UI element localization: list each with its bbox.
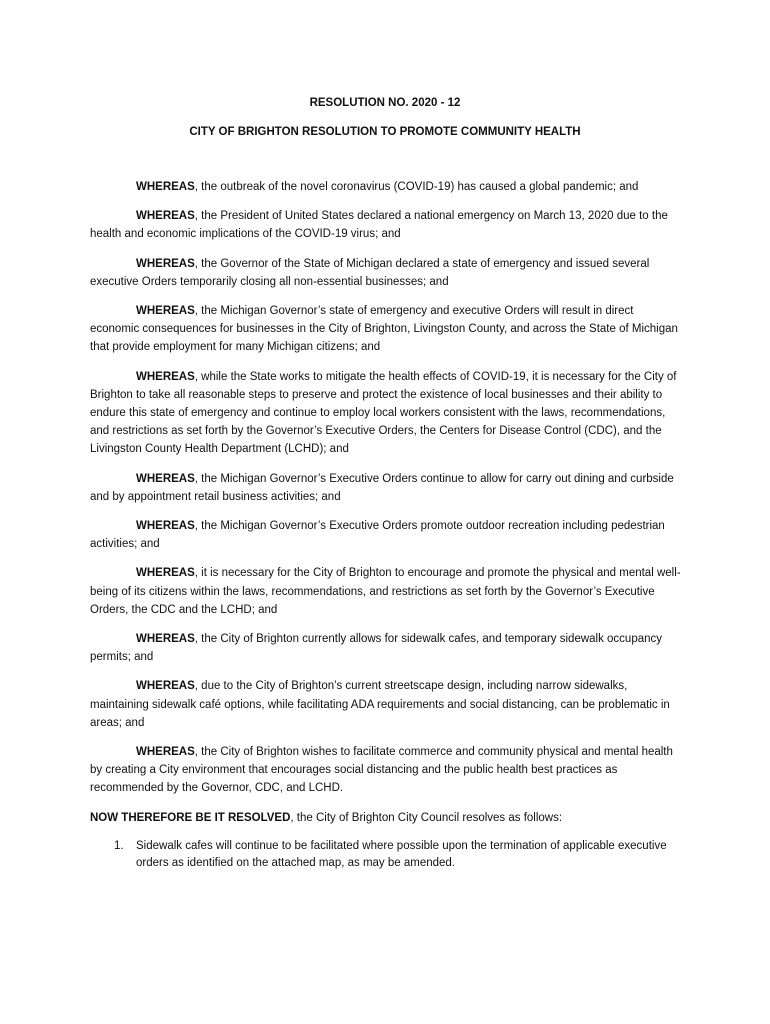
resolution-number: RESOLUTION NO. 2020 - 12 xyxy=(309,97,461,109)
resolved-clause xyxy=(90,809,682,827)
whereas-clause xyxy=(90,178,682,196)
list-item xyxy=(90,838,682,872)
whereas-text: , the outbreak of the novel coronavirus (COVID-19) has caused a global pandemic; and xyxy=(194,181,639,193)
whereas-clause xyxy=(90,368,682,459)
whereas-clause xyxy=(90,564,682,619)
list-item-number: 1. xyxy=(114,839,124,852)
whereas-clause xyxy=(90,677,682,732)
resolved-label: NOW THEREFORE BE IT RESOLVED xyxy=(90,811,291,824)
whereas-label: WHEREAS xyxy=(136,257,195,270)
whereas-label: WHEREAS xyxy=(136,472,195,485)
resolution-list xyxy=(90,838,682,872)
resolution-title: CITY OF BRIGHTON RESOLUTION TO PROMOTE COMMUNITY HEALTH xyxy=(189,126,581,138)
list-item-text: Sidewalk cafes will continue to be facilitated where possible upon the termination of applicable executive orders as identified on the attached map, as may be amended. xyxy=(136,839,667,869)
whereas-label: WHEREAS xyxy=(136,633,195,646)
whereas-text: , the City of Brighton wishes to facilitate commerce and community physical and mental health by creating a City environment that encourages social distancing and the public health best practices as recommended by the Governor, CDC, and LCHD. xyxy=(90,746,673,795)
whereas-text: , the Michigan Governor’s state of emergency and executive Orders will result in direct economic consequences for businesses in the City of Brighton, Livingston County, and across the State of Michigan that provide employment for many Michigan citizens; and xyxy=(90,305,678,354)
whereas-text: , due to the City of Brighton’s current streetscape design, including narrow sidewalks, maintaining sidewalk café options, while facilitating ADA requirements and social distancing, can be problematic in areas; and xyxy=(90,680,670,729)
whereas-label: WHEREAS xyxy=(136,746,195,759)
whereas-clause xyxy=(90,255,682,291)
whereas-text: , the Michigan Governor’s Executive Orders continue to allow for carry out dining and curbside and by appointment retail business activities; and xyxy=(90,472,674,503)
whereas-label: WHEREAS xyxy=(136,181,195,193)
resolved-text: , the City of Brighton City Council resolves as follows: xyxy=(290,811,563,824)
whereas-clause xyxy=(90,207,682,243)
resolution-body xyxy=(90,178,682,872)
whereas-label: WHEREAS xyxy=(136,680,195,693)
whereas-label: WHEREAS xyxy=(136,305,195,318)
whereas-text: , it is necessary for the City of Brighton to encourage and promote the physical and mental well-being of its citizens within the laws, recommendations, and restrictions as set forth by the Governor’s Executive Orders, the CDC and the LCHD; and xyxy=(90,567,681,616)
whereas-text: , the President of United States declared a national emergency on March 13, 2020 due to the health and economic implications of the COVID-19 virus; and xyxy=(90,210,668,241)
whereas-clause xyxy=(90,470,682,506)
whereas-clause xyxy=(90,517,682,553)
whereas-text: , the City of Brighton currently allows for sidewalk cafes, and temporary sidewalk occupancy permits; and xyxy=(90,633,663,664)
whereas-label: WHEREAS xyxy=(136,370,195,383)
whereas-text: , the Michigan Governor’s Executive Orders promote outdoor recreation including pedestrian activities; and xyxy=(90,520,665,551)
whereas-clause xyxy=(90,630,682,666)
whereas-text: , while the State works to mitigate the health effects of COVID-19, it is necessary for the City of Brighton to take all reasonable steps to preserve and protect the existence of local businesses and their ability to endure this state of emergency and continue to employ local workers consistent with the laws, recommendations, and restrictions as set forth by the Governor’s Executive Orders, the Centers for Disease Control (CDC), and the Livingston County Health Department (LCHD); and xyxy=(90,370,677,456)
whereas-label: WHEREAS xyxy=(136,567,195,580)
whereas-label: WHEREAS xyxy=(136,520,195,533)
whereas-clause xyxy=(90,302,682,357)
whereas-label: WHEREAS xyxy=(136,210,195,223)
whereas-clause xyxy=(90,743,682,798)
whereas-text: , the Governor of the State of Michigan declared a state of emergency and issued several executive Orders temporarily closing all non-essential businesses; and xyxy=(90,257,650,288)
